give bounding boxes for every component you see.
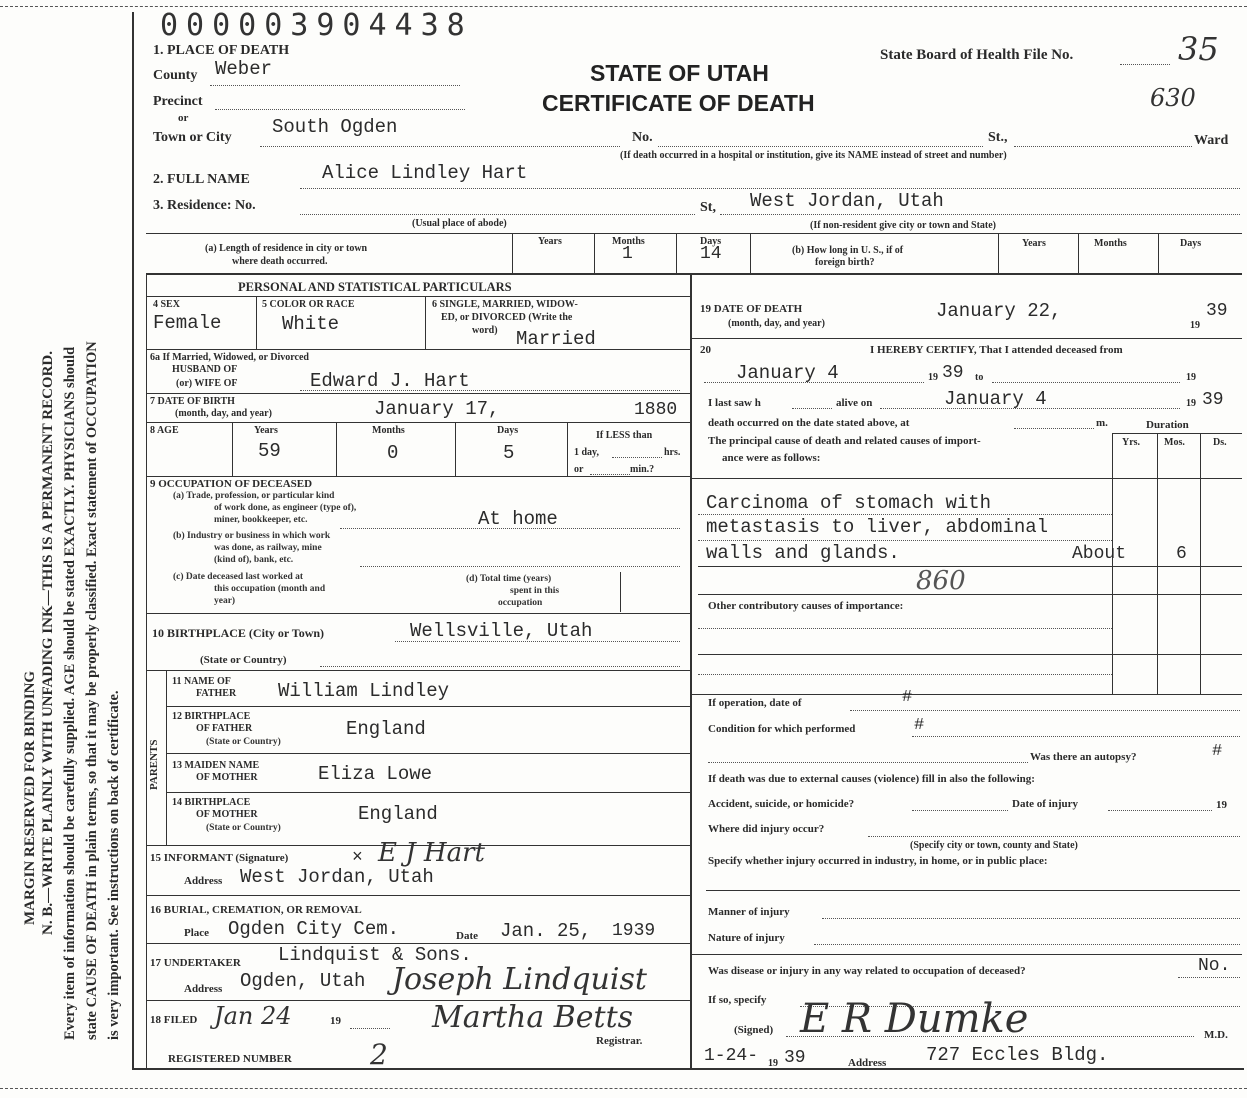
occupation-related-value: No.: [1198, 956, 1231, 976]
age-months-value: 0: [387, 442, 399, 464]
less-label-1: If LESS than: [596, 430, 653, 441]
father-bp-label-3: (State or Country): [206, 737, 281, 747]
dob-value: January 17,: [374, 398, 500, 420]
occ-d-label-3: occupation: [498, 598, 543, 608]
signed-date: 1-24-: [704, 1046, 759, 1066]
marital-label-3: word): [472, 325, 498, 336]
marital-label-1: 6 SINGLE, MARRIED, WIDOW-: [432, 299, 578, 310]
mother-bp-label-1: 14 BIRTHPLACE: [172, 797, 251, 808]
alive-on-label: alive on: [836, 397, 873, 409]
operation-value: #: [902, 688, 913, 707]
precinct-label: Precinct: [153, 94, 203, 109]
autopsy-label: Was there an autopsy?: [1030, 751, 1137, 763]
filed-value: Jan 24: [214, 1002, 292, 1030]
us-years-header: Years: [1022, 238, 1046, 249]
mother-label-2: OF MOTHER: [196, 772, 258, 783]
last-saw-label: I last saw h: [708, 397, 761, 409]
dod-value: January 22,: [936, 300, 1062, 322]
length-residence-label-1: (a) Length of residence in city or town: [205, 243, 368, 254]
occupation-related-label: Was disease or injury in any way related to occupation of deceased?: [708, 965, 1026, 977]
title-state: STATE OF UTAH: [590, 60, 769, 86]
st-label: St.,: [988, 130, 1008, 145]
spouse-value: Edward J. Hart: [310, 370, 470, 392]
ds-header: Ds.: [1213, 437, 1227, 448]
margin-instruction-2: state CAUSE OF DEATH in plain terms, so that it may be properly classified. Exact statement of OCCUPATION: [84, 341, 100, 1040]
cause-label-1: The principal cause of death and related causes of import-: [708, 435, 981, 447]
age-label: 8 AGE: [150, 425, 179, 436]
registered-number-value: 2: [370, 1038, 388, 1071]
cause-about: About: [1072, 544, 1127, 564]
age-days-value: 5: [503, 442, 515, 464]
less-label-3: hrs.: [664, 447, 681, 458]
occ-b-label-1: (b) Industry or business in which work: [173, 531, 331, 541]
death-stated-label: death occurred on the date stated above, at: [708, 417, 910, 429]
res-days-value: 14: [700, 244, 722, 264]
spouse-label-2: HUSBAND OF: [172, 364, 238, 375]
mother-label-1: 13 MAIDEN NAME: [172, 760, 260, 771]
residence-label: 3. Residence: No.: [153, 198, 256, 213]
mother-birthplace-value: England: [358, 803, 438, 825]
burial-date-value: Jan. 25,: [500, 920, 592, 942]
birthplace-state-label: (State or Country): [200, 654, 287, 666]
age-years-header: Years: [254, 425, 278, 436]
ward-label: Ward: [1194, 133, 1229, 148]
state-file-number: 35: [1178, 30, 1219, 68]
informant-address-label: Address: [184, 875, 223, 887]
occ-d-label-1: (d) Total time (years): [466, 574, 552, 584]
manner-label: Manner of injury: [708, 906, 790, 918]
filed-year-label: 19: [330, 1015, 341, 1027]
signed-year-prefix: 19: [768, 1058, 778, 1069]
dod-year-prefix: 19: [1190, 320, 1200, 331]
yrs-header: Yrs.: [1122, 437, 1141, 448]
margin-ink-note: N. B.—WRITE PLAINLY WITH UNFADING INK—THIS IS A PERMANENT RECORD.: [40, 351, 56, 935]
sex-label: 4 SEX: [153, 299, 180, 310]
sex-value: Female: [153, 312, 222, 334]
burial-date-label: Date: [456, 930, 478, 942]
undertaker-address-label: Address: [184, 983, 223, 995]
last-saw-year: 39: [1202, 390, 1224, 410]
cause-stamp: 860: [916, 566, 966, 596]
age-years-value: 59: [258, 440, 281, 462]
nature-label: Nature of injury: [708, 932, 785, 944]
burial-year-value: 1939: [612, 921, 656, 941]
father-value: William Lindley: [278, 680, 450, 702]
color-value: White: [282, 313, 340, 335]
attended-from-value: January 4: [736, 362, 839, 384]
dob-label-1: 7 DATE OF BIRTH: [150, 396, 235, 407]
last-saw-value: January 4: [944, 388, 1047, 410]
personal-heading: PERSONAL AND STATISTICAL PARTICULARS: [238, 280, 512, 294]
attended-from-year: 39: [942, 363, 964, 383]
serial-number: 000003904438: [160, 8, 473, 43]
where-note: (Specify city or town, county and State): [910, 840, 1078, 851]
abode-note: (Usual place of abode): [412, 218, 507, 229]
informant-x: ×: [352, 848, 363, 868]
occ-a-label-1: (a) Trade, profession, or particular kind: [173, 491, 335, 501]
dob-label-2: (month, day, and year): [175, 408, 272, 419]
physician-signature: E R Dumke: [800, 996, 1029, 1042]
registrar-label: Registrar.: [596, 1035, 643, 1047]
injury-date-label: Date of injury: [1012, 798, 1078, 810]
res-months-header: Months: [612, 236, 645, 247]
accident-label: Accident, suicide, or homicide?: [708, 798, 855, 810]
cause-line-3: walls and glands.: [706, 542, 900, 564]
county-value: Weber: [215, 58, 273, 80]
father-birthplace-value: England: [346, 718, 426, 740]
mos-header: Mos.: [1164, 437, 1185, 448]
condition-value: #: [914, 716, 925, 735]
birthplace-value: Wellsville, Utah: [410, 620, 593, 642]
res-years-header: Years: [538, 236, 562, 247]
us-months-header: Months: [1094, 238, 1127, 249]
external-causes-label: If death was due to external causes (violence) fill in also the following:: [708, 773, 1035, 785]
res-days-header: Days: [700, 236, 722, 247]
undertaker-value: Lindquist & Sons.: [278, 944, 472, 966]
certify-text: I HEREBY CERTIFY, That I attended deceased from: [870, 344, 1123, 356]
margin-instruction-1: Every item of information should be carefully supplied. AGE should be stated EXACTLY. PHYSICIANS should: [62, 346, 78, 1040]
occ-d-label-2: spent in this: [510, 586, 560, 596]
occ-c-label-3: year): [214, 596, 236, 606]
to-label: to: [975, 372, 984, 383]
signed-label: (Signed): [734, 1024, 774, 1036]
residence-st-label: St,: [700, 200, 716, 215]
us-residence-label-1: (b) How long in U. S., if of: [792, 245, 904, 256]
place-of-death-heading: 1. PLACE OF DEATH: [153, 43, 290, 58]
occ-c-label-1: (c) Date deceased last worked at: [173, 572, 304, 582]
age-days-header: Days: [497, 425, 519, 436]
spouse-label-3: (or) WIFE OF: [176, 378, 238, 389]
mother-bp-label-3: (State or Country): [206, 823, 281, 833]
specify-label: Specify whether injury occurred in industry, in home, or in public place:: [708, 855, 1048, 867]
less-label-4: or: [574, 464, 584, 475]
less-label-5: min.?: [630, 464, 655, 475]
informant-label: 15 INFORMANT (Signature): [150, 852, 289, 864]
occ-a-label-3: miner, bookkeeper, etc.: [214, 515, 308, 525]
full-name-label: 2. FULL NAME: [153, 172, 250, 187]
registrar-signature: Martha Betts: [432, 1000, 634, 1035]
occ-a-label-2: of work done, as engineer (type of),: [214, 503, 357, 513]
address-label: Address: [848, 1057, 887, 1069]
duration-header: Duration: [1146, 419, 1189, 431]
mother-value: Eliza Lowe: [318, 763, 433, 785]
operation-label: If operation, date of: [708, 697, 802, 709]
burial-place-label: Place: [184, 927, 210, 939]
signed-year: 39: [784, 1048, 806, 1068]
us-residence-label-2: foreign birth?: [815, 257, 875, 268]
hospital-note: (If death occurred in a hospital or institution, give its NAME instead of street and number): [620, 150, 1007, 161]
autopsy-value: #: [1212, 742, 1223, 761]
to-year-prefix: 19: [1186, 372, 1196, 383]
birthplace-label: 10 BIRTHPLACE (City or Town): [152, 626, 325, 640]
dod-label-2: (month, day, and year): [728, 318, 825, 329]
filed-label: 18 FILED: [150, 1014, 198, 1026]
last-saw-year-prefix: 19: [1186, 398, 1196, 409]
undertaker-address-value: Ogden, Utah: [240, 970, 366, 992]
dob-year: 1880: [634, 400, 678, 420]
parents-label: PARENTS: [148, 739, 160, 790]
cause-line-2: metastasis to liver, abdominal: [706, 516, 1049, 538]
m-label: m.: [1096, 417, 1108, 429]
undertaker-label: 17 UNDERTAKER: [150, 957, 241, 969]
if-so-label: If so, specify: [708, 994, 767, 1006]
dod-year: 39: [1206, 301, 1228, 321]
age-months-header: Months: [372, 425, 405, 436]
occ-c-label-2: this occupation (month and: [214, 584, 326, 594]
title-certificate: CERTIFICATE OF DEATH: [542, 90, 815, 116]
where-label: Where did injury occur?: [708, 823, 825, 835]
condition-label: Condition for which performed: [708, 723, 856, 735]
marital-value: Married: [516, 328, 596, 350]
certify-number: 20: [700, 344, 711, 356]
color-label: 5 COLOR OR RACE: [262, 299, 355, 310]
physician-address-value: 727 Eccles Bldg.: [926, 1044, 1109, 1066]
no-label: No.: [632, 130, 653, 145]
residence-value: West Jordan, Utah: [750, 190, 944, 212]
burial-label: 16 BURIAL, CREMATION, OR REMOVAL: [150, 904, 362, 916]
spouse-label-1: 6a If Married, Widowed, or Divorced: [150, 352, 309, 363]
county-label: County: [153, 68, 198, 83]
us-days-header: Days: [1180, 238, 1202, 249]
registered-number-label: REGISTERED NUMBER: [168, 1053, 292, 1065]
informant-signature: E J Hart: [378, 838, 485, 868]
or-label: or: [178, 112, 189, 124]
md-label: M.D.: [1204, 1029, 1228, 1041]
res-months-value: 1: [622, 244, 633, 264]
attended-from-year-prefix: 19: [928, 372, 938, 383]
undertaker-signature: Joseph Lindquist: [392, 962, 647, 997]
injury-year-prefix: 19: [1216, 799, 1227, 811]
informant-address-value: West Jordan, Utah: [240, 866, 434, 888]
father-bp-label-1: 12 BIRTHPLACE: [172, 711, 251, 722]
local-number: 630: [1150, 84, 1196, 112]
town-label: Town or City: [153, 130, 232, 145]
margin-binding-note: MARGIN RESERVED FOR BINDING: [22, 670, 38, 925]
father-label-2: FATHER: [196, 688, 237, 699]
cause-months-value: 6: [1176, 544, 1187, 564]
cause-label-2: ance were as follows:: [722, 452, 821, 464]
marital-label-2: ED, or DIVORCED (Write the: [441, 312, 573, 323]
occupation-a-value: At home: [478, 508, 558, 530]
father-label-1: 11 NAME OF: [172, 676, 231, 687]
occ-b-label-3: (kind of), bank, etc.: [214, 555, 294, 565]
mother-bp-label-2: OF MOTHER: [196, 809, 258, 820]
occ-b-label-2: was done, as railway, mine: [214, 543, 322, 553]
full-name-value: Alice Lindley Hart: [322, 162, 528, 184]
father-bp-label-2: OF FATHER: [196, 723, 253, 734]
burial-place-value: Ogden City Cem.: [228, 918, 400, 940]
nonresident-note: (If non-resident give city or town and State): [810, 220, 997, 231]
state-file-label: State Board of Health File No.: [880, 47, 1074, 63]
occupation-heading: 9 OCCUPATION OF DECEASED: [150, 478, 313, 490]
dod-label-1: 19 DATE OF DEATH: [700, 303, 803, 315]
less-label-2: 1 day,: [574, 447, 600, 458]
other-causes-label: Other contributory causes of importance:: [708, 600, 904, 612]
margin-instruction-3: is very important. See instructions on back of certificate.: [106, 690, 122, 1040]
cause-line-1: Carcinoma of stomach with: [706, 492, 992, 514]
town-value: South Ogden: [272, 116, 398, 138]
length-residence-label-2: where death occurred.: [232, 256, 328, 267]
